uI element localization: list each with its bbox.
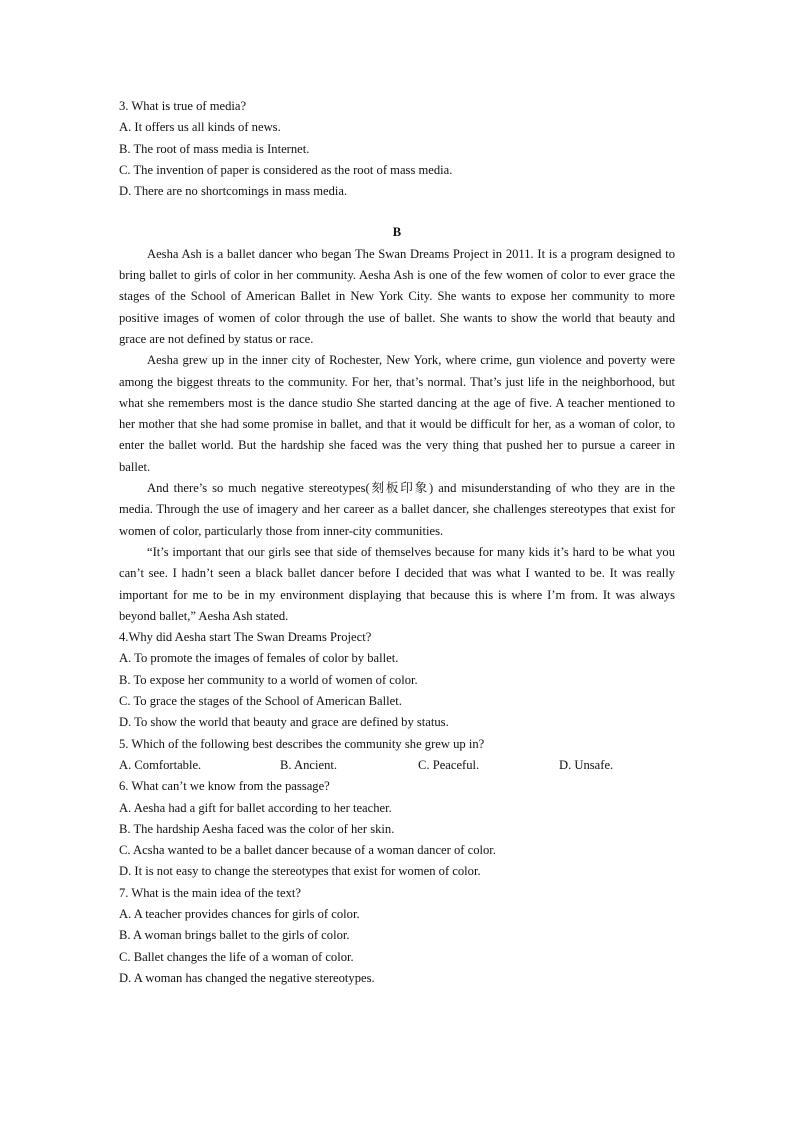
question-7-stem: 7. What is the main idea of the text? — [119, 885, 301, 900]
question-5-stem: 5. Which of the following best describes the community she grew up in? — [119, 736, 485, 751]
question-7-option-a: A. A teacher provides chances for girls of color. — [119, 906, 360, 921]
question-6 — [119, 776, 675, 882]
section-heading: B — [392, 225, 402, 240]
question-6-option-b: B. The hardship Aesha faced was the color of her skin. — [119, 821, 395, 836]
question-7-option-d: D. A woman has changed the negative stereotypes. — [119, 970, 375, 985]
passage-paragraph-4: “It’s important that our girls see that side of themselves because for many kids it’s hard to be what you can’t see. I hadn’t seen a black ballet dancer before I decided that was what I wanted to be. It was really important for me to be in my environment displaying that because this is where I’m from. It was always beyond ballet,” Aesha Ash stated. — [119, 544, 675, 623]
passage-paragraph-2: Aesha grew up in the inner city of Rochester, New York, where crime, gun violence and poverty were among the biggest threats to the community. For her, that’s normal. That’s just life in the neighborhood, but what she remembers most is the dance studio She started dancing at the age of five. A teacher mentioned to her mother that she had some promise in ballet, and that it would be difficult for her, as a woman of color, to enter the ballet world. But the hardship she faced was the very thing that pushed her to pursue a career in ballet. — [119, 353, 675, 474]
question-4-option-d: D. To show the world that beauty and grace are defined by status. — [119, 715, 449, 730]
question-6-option-c: C. Acsha wanted to be a ballet dancer because of a woman dancer of color. — [119, 843, 496, 858]
question-4-option-c: C. To grace the stages of the School of American Ballet. — [119, 694, 402, 709]
question-6-stem: 6. What can’t we know from the passage? — [119, 779, 330, 794]
question-6-option-d: D. It is not easy to change the stereotypes that exist for women of color. — [119, 864, 481, 879]
question-4-stem: 4.Why did Aesha start The Swan Dreams Project? — [119, 630, 372, 645]
passage-paragraph-3: And there’s so much negative stereotypes(刻板印象) and misunderstanding of who they are in the media. Through the use of imagery and her career as a ballet dancer, she challenges stereotypes that exist for women of color, particularly those from inner-city communities. — [119, 481, 675, 538]
question-4-option-b: B. To expose her community to a world of women of color. — [119, 672, 418, 687]
question-7 — [119, 883, 675, 989]
page-content — [119, 96, 675, 989]
question-5-options — [119, 755, 675, 776]
passage-paragraph-1: Aesha Ash is a ballet dancer who began The Swan Dreams Project in 2011. It is a program designed to bring ballet to girls of color in her community. Aesha Ash is one of the few women of color to ever grace the stages of the School of American Ballet in New York City. She wants to expose her community to more positive images of women of color through the use of ballet. She wants to show the world that beauty and grace are not defined by status or race. — [119, 246, 675, 346]
question-5-option-c: C. Peaceful. — [418, 757, 480, 772]
question-7-option-b: B. A woman brings ballet to the girls of color. — [119, 928, 350, 943]
question-3-option-b: B. The root of mass media is Internet. — [119, 141, 310, 156]
question-5 — [119, 734, 675, 777]
question-5-option-a: A. Comfortable. — [119, 757, 202, 772]
question-4-option-a: A. To promote the images of females of color by ballet. — [119, 651, 399, 666]
question-7-option-c: C. Ballet changes the life of a woman of color. — [119, 949, 354, 964]
question-6-option-a: A. Aesha had a gift for ballet according to her teacher. — [119, 800, 392, 815]
question-3-option-c: C. The invention of paper is considered as the root of mass media. — [119, 162, 453, 177]
question-3-option-d: D. There are no shortcomings in mass media. — [119, 184, 348, 199]
question-5-option-b: B. Ancient. — [280, 757, 338, 772]
reading-passage — [119, 244, 675, 627]
question-3 — [119, 96, 675, 202]
question-3-stem: 3. What is true of media? — [119, 99, 247, 113]
question-5-option-d: D. Unsafe. — [559, 757, 614, 772]
question-3-option-a: A. It offers us all kinds of news. — [119, 120, 281, 135]
question-4 — [119, 627, 675, 733]
